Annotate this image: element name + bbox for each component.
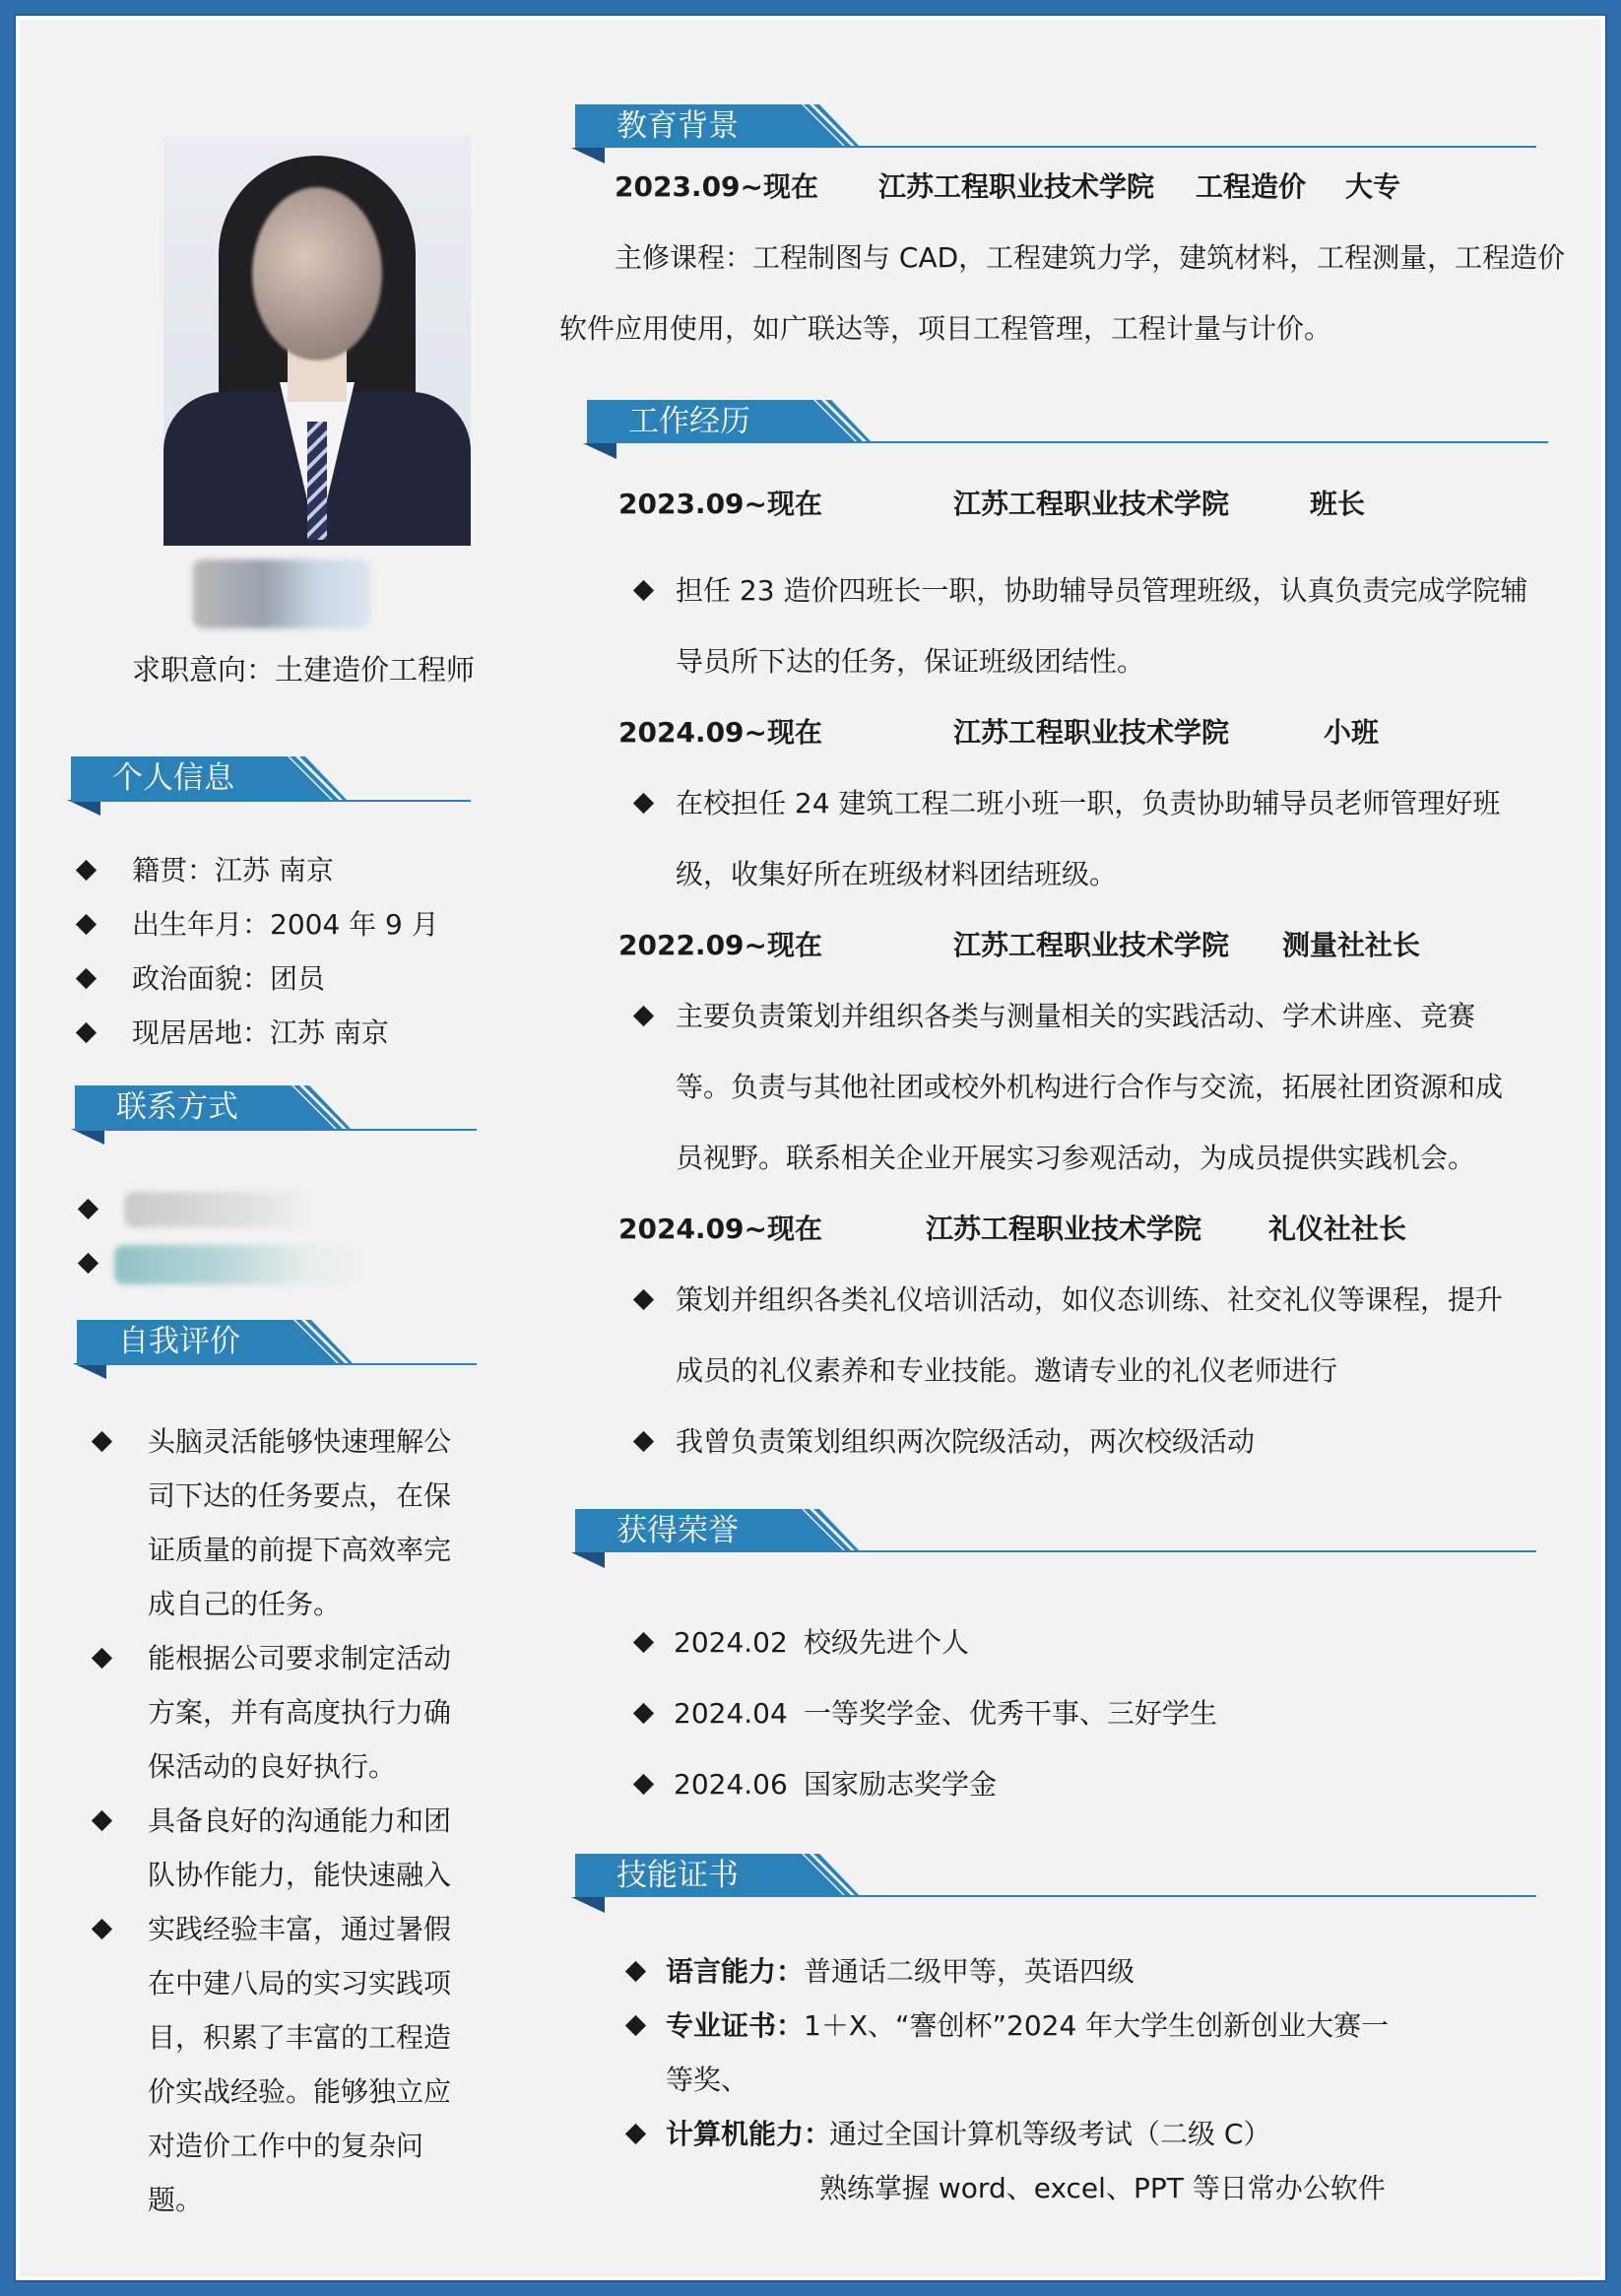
education-courses-line: 主修课程：工程制图与 CAD，工程建筑力学，建筑材料，工程测量，工程造价 — [615, 241, 1566, 274]
education-period: 2023.09~现在 — [615, 170, 818, 203]
blurred-face — [252, 187, 382, 361]
self-eval-line: 题。 — [148, 2184, 204, 2216]
stripes-decoration — [782, 1854, 861, 1897]
honor-text: 校级先进个人 — [804, 1626, 970, 1659]
diamond-bullet-icon — [625, 2015, 646, 2036]
self-eval-line: 成自己的任务。 — [148, 1588, 342, 1620]
stripes-decoration — [268, 756, 347, 800]
diamond-bullet-icon — [633, 1006, 654, 1026]
work-line: 主要负责策划并组织各类与测量相关的实践活动、学术讲座、竞赛 — [676, 1000, 1476, 1032]
work-role: 测量社社长 — [1282, 929, 1421, 961]
self-eval-line: 对造价工作中的复杂问 — [148, 2130, 424, 2162]
diamond-bullet-icon — [92, 1919, 112, 1939]
skill-text: 1＋X、“謇创杯”2024 年大学生创新创业大赛一 — [804, 2009, 1390, 2042]
section-underline — [77, 1363, 477, 1365]
diamond-bullet-icon — [76, 914, 97, 935]
tie-shape — [307, 422, 327, 540]
fold-decoration — [571, 148, 605, 164]
section-underline — [575, 1550, 1536, 1552]
section-underline — [71, 800, 471, 802]
diamond-bullet-icon — [633, 580, 654, 601]
work-role: 礼仪社社长 — [1268, 1213, 1407, 1245]
self-eval-line: 方案，并有高度执行力确 — [148, 1696, 452, 1729]
self-eval-line: 司下达的任务要点，在保 — [148, 1479, 452, 1512]
self-eval-line: 能根据公司要求制定活动 — [148, 1642, 452, 1674]
personal-item: 现居居地：江苏 南京 — [132, 1017, 389, 1049]
self-eval-line: 目，积累了丰富的工程造 — [148, 2021, 452, 2054]
education-courses-line: 软件应用使用，如广联达等，项目工程管理，工程计量与计价。 — [559, 312, 1332, 345]
stripes-decoration — [794, 400, 873, 443]
profile-photo — [163, 136, 471, 546]
fold-decoration — [583, 443, 616, 459]
fold-decoration — [71, 1129, 104, 1145]
diamond-bullet-icon — [78, 1253, 98, 1274]
honor-text: 一等奖学金、优秀干事、三好学生 — [804, 1697, 1218, 1730]
skill-label: 语言能力： — [666, 1955, 805, 1988]
self-eval-line: 保活动的良好执行。 — [148, 1750, 397, 1783]
fold-decoration — [571, 1897, 605, 1913]
work-role: 小班 — [1324, 716, 1380, 749]
personal-item: 籍贯：江苏 南京 — [132, 854, 334, 886]
work-period: 2024.09~现在 — [618, 1213, 822, 1245]
work-org: 江苏工程职业技术学院 — [953, 716, 1230, 749]
diamond-bullet-icon — [633, 1289, 654, 1310]
section-title: 技能证书 — [575, 1854, 802, 1897]
diamond-bullet-icon — [76, 1022, 97, 1043]
section-underline — [75, 1129, 477, 1131]
diamond-bullet-icon — [633, 1703, 654, 1724]
section-title: 获得荣誉 — [575, 1509, 802, 1552]
work-org: 江苏工程职业技术学院 — [926, 1213, 1202, 1245]
job-intention: 求职意向：土建造价工程师 — [132, 653, 476, 687]
diamond-bullet-icon — [92, 1431, 112, 1452]
work-org: 江苏工程职业技术学院 — [953, 488, 1230, 520]
personal-item: 出生年月：2004 年 9 月 — [132, 908, 439, 941]
work-line: 我曾负责策划组织两次院级活动，两次校级活动 — [676, 1425, 1256, 1458]
self-eval-line: 队协作能力，能快速融入 — [148, 1859, 452, 1891]
skill-text: 通过全国计算机等级考试（二级 C） — [829, 2118, 1271, 2150]
skill-label: 计算机能力： — [666, 2118, 832, 2150]
skill-text: 等奖、 — [666, 2064, 749, 2096]
fold-decoration — [73, 1363, 106, 1379]
work-line: 级，收集好所在班级材料团结班级。 — [676, 858, 1118, 890]
section-title: 联系方式 — [75, 1085, 292, 1129]
section-title: 自我评价 — [77, 1320, 293, 1363]
self-eval-line: 在中建八局的实习实践项 — [148, 1967, 452, 2000]
blurred-name — [193, 559, 370, 628]
diamond-bullet-icon — [633, 1632, 654, 1653]
fold-decoration — [67, 800, 100, 816]
self-eval-line: 头脑灵活能够快速理解公 — [148, 1425, 452, 1458]
work-line: 成员的礼仪素养和专业技能。邀请专业的礼仪老师进行 — [676, 1354, 1338, 1387]
skill-text: 普通话二级甲等，英语四级 — [804, 1955, 1135, 1988]
blurred-email — [114, 1245, 370, 1284]
self-eval-line: 具备良好的沟通能力和团 — [148, 1804, 452, 1837]
honor-date: 2024.04 — [674, 1697, 788, 1730]
section-title: 教育背景 — [575, 104, 802, 148]
work-line: 导员所下达的任务，保证班级团结性。 — [676, 645, 1145, 678]
work-line: 员视野。联系相关企业开展实习参观活动，为成员提供实践机会。 — [676, 1142, 1476, 1174]
section-title: 工作经历 — [587, 400, 813, 443]
honor-date: 2024.02 — [674, 1626, 788, 1659]
honor-date: 2024.06 — [674, 1768, 788, 1801]
diamond-bullet-icon — [633, 1431, 654, 1452]
section-underline — [587, 441, 1548, 443]
section-underline — [575, 146, 1536, 148]
work-period: 2022.09~现在 — [618, 929, 822, 961]
skill-label: 专业证书： — [666, 2009, 805, 2042]
blurred-phone — [124, 1192, 311, 1227]
personal-item: 政治面貌：团员 — [132, 962, 326, 995]
work-period: 2023.09~现在 — [618, 488, 822, 520]
self-eval-line: 实践经验丰富，通过暑假 — [148, 1913, 452, 1945]
diamond-bullet-icon — [76, 860, 97, 881]
diamond-bullet-icon — [92, 1810, 112, 1831]
skill-text: 熟练掌握 word、excel、PPT 等日常办公软件 — [819, 2172, 1386, 2204]
fold-decoration — [571, 1552, 605, 1568]
diamond-bullet-icon — [633, 1774, 654, 1795]
work-line: 担任 23 造价四班长一职，协助辅导员管理班级，认真负责完成学院辅 — [676, 574, 1528, 607]
diamond-bullet-icon — [76, 968, 97, 989]
self-eval-line: 证质量的前提下高效率完 — [148, 1534, 452, 1566]
diamond-bullet-icon — [78, 1199, 98, 1219]
work-period: 2024.09~现在 — [618, 716, 822, 749]
education-school: 江苏工程职业技术学院 — [878, 170, 1155, 203]
education-major: 工程造价 — [1196, 170, 1307, 203]
honor-text: 国家励志奖学金 — [804, 1768, 998, 1801]
self-eval-line: 价实战经验。能够独立应 — [148, 2075, 452, 2108]
diamond-bullet-icon — [625, 1961, 646, 1982]
stripes-decoration — [782, 104, 861, 148]
section-title: 个人信息 — [71, 756, 288, 800]
stripes-decoration — [272, 1085, 351, 1129]
diamond-bullet-icon — [92, 1648, 112, 1669]
stripes-decoration — [274, 1320, 353, 1363]
education-degree: 大专 — [1345, 170, 1401, 203]
diamond-bullet-icon — [633, 793, 654, 814]
stripes-decoration — [782, 1509, 861, 1552]
work-org: 江苏工程职业技术学院 — [953, 929, 1230, 961]
work-role: 班长 — [1310, 488, 1366, 520]
diamond-bullet-icon — [625, 2124, 646, 2144]
work-line: 策划并组织各类礼仪培训活动，如仪态训练、社交礼仪等课程，提升 — [676, 1283, 1504, 1316]
section-underline — [575, 1895, 1536, 1897]
resume-page — [16, 16, 1605, 2280]
work-line: 在校担任 24 建筑工程二班小班一职，负责协助辅导员老师管理好班 — [676, 787, 1501, 820]
work-line: 等。负责与其他社团或校外机构进行合作与交流，拓展社团资源和成 — [676, 1071, 1504, 1103]
